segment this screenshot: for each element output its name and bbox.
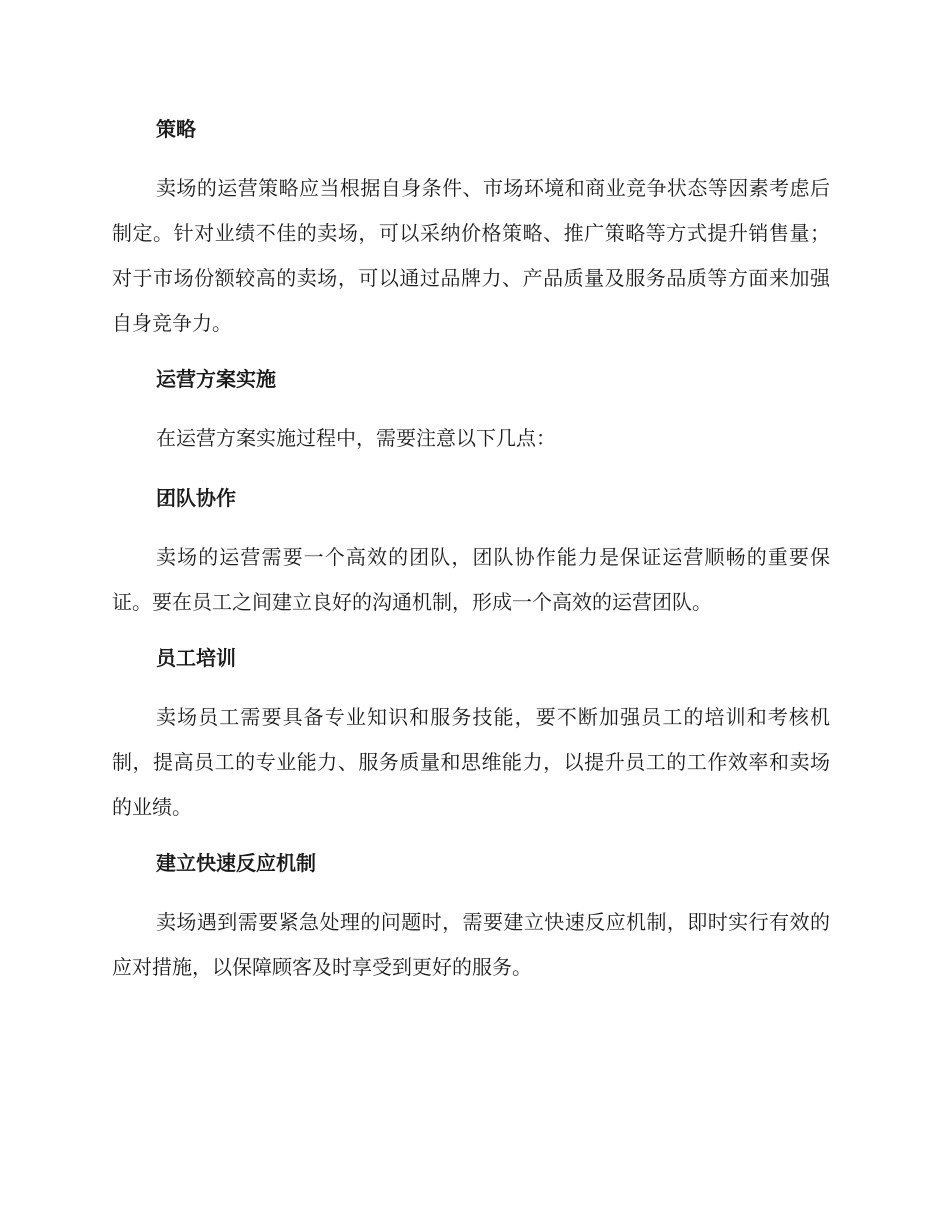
section-paragraph-rapid-response: 卖场遇到需要紧急处理的问题时，需要建立快速反应机制，即时实行有效的应对措施，以保障顾客及时享受到更好的服务。 <box>112 910 830 979</box>
document-body <box>112 109 830 1003</box>
section-heading-teamwork: 团队协作 <box>156 486 236 510</box>
section-heading-implementation: 运营方案实施 <box>156 367 276 391</box>
section-paragraph-strategy: 卖场的运营策略应当根据自身条件、市场环境和商业竞争状态等因素考虑后制定。针对业绩不佳的卖场，可以采纳价格策略、推广策略等方式提升销售量；对于市场份额较高的卖场，可以通过品牌力、产品质量及服务品质等方面来加强自身竞争力。 <box>112 176 830 335</box>
section-heading-rapid-response: 建立快速反应机制 <box>156 851 316 875</box>
section-heading-strategy: 策略 <box>156 117 196 141</box>
section-paragraph-training: 卖场员工需要具备专业知识和服务技能，要不断加强员工的培训和考核机制，提高员工的专业能力、服务质量和思维能力，以提升员工的工作效率和卖场的业绩。 <box>112 705 830 819</box>
section-paragraph-implementation: 在运营方案实施过程中，需要注意以下几点： <box>156 426 556 450</box>
section-paragraph-teamwork: 卖场的运营需要一个高效的团队，团队协作能力是保证运营顺畅的重要保证。要在员工之间建立良好的沟通机制，形成一个高效的运营团队。 <box>112 545 830 614</box>
section-heading-training: 员工培训 <box>156 646 236 670</box>
